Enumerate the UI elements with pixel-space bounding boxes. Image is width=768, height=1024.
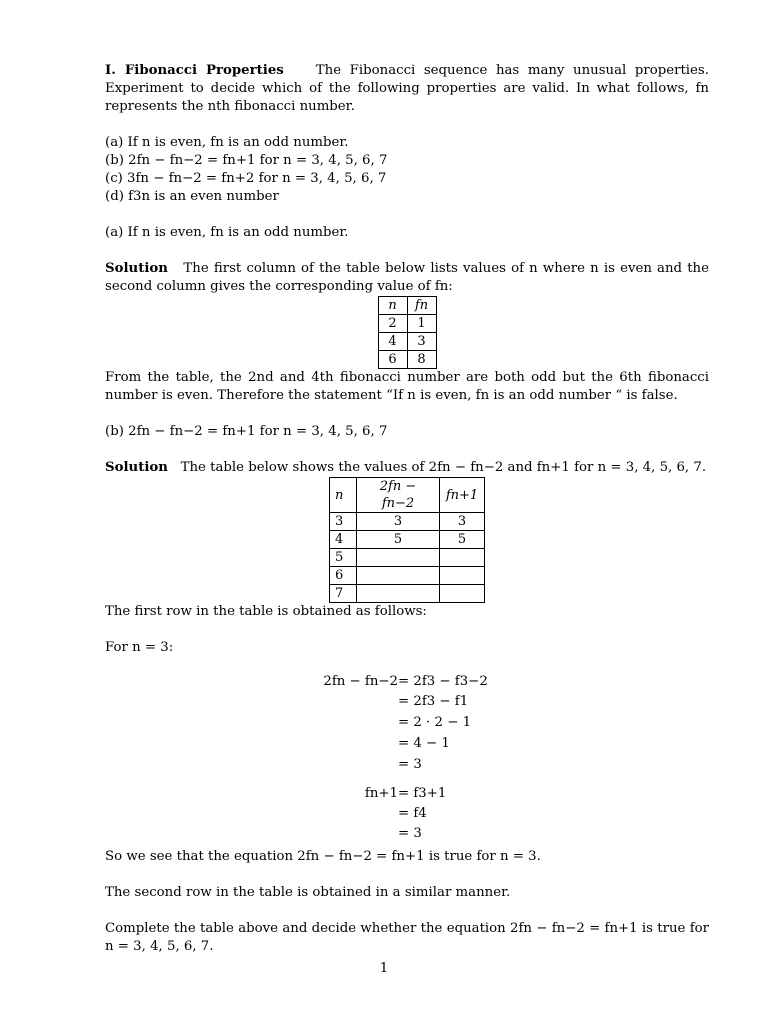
table-row xyxy=(378,351,436,369)
equation-lhs: fn+1 xyxy=(364,786,398,801)
property-a: (a) If n is even, fn is an odd number. xyxy=(105,135,349,150)
solution-label: Solution xyxy=(105,460,168,475)
part-a-restatement: (a) If n is even, fn is an odd number. xyxy=(105,225,349,240)
table-cell: 3 xyxy=(330,513,357,531)
table-cell xyxy=(440,549,485,567)
equation-step: = 4 − 1 xyxy=(398,736,450,751)
table-cell: 1 xyxy=(407,315,436,333)
property-d: (d) f3n is an even number xyxy=(105,189,279,204)
part-b-solution xyxy=(105,459,709,477)
table-cell xyxy=(357,585,440,603)
table-row xyxy=(330,549,485,567)
part-b-restatement: (b) 2fn − fn−2 = fn+1 for n = 3, 4, 5, 6, 7 xyxy=(105,424,388,439)
part-a-solution xyxy=(105,260,709,296)
derivation-block-2 xyxy=(105,785,709,843)
table-row xyxy=(330,513,485,531)
equation-step: = 3 xyxy=(398,757,422,772)
table-cell: 5 xyxy=(440,531,485,549)
table-cell: 4 xyxy=(330,531,357,549)
table-row xyxy=(378,315,436,333)
table-cell: 5 xyxy=(357,531,440,549)
table-cell xyxy=(440,567,485,585)
table-cell: 4 xyxy=(378,333,407,351)
equation-step: = 2f3 − f1 xyxy=(398,694,469,709)
table-row xyxy=(330,585,485,603)
table-header-row xyxy=(378,297,436,315)
recurrence-table xyxy=(329,477,485,603)
table-cell: 8 xyxy=(407,351,436,369)
intro-text: The Fibonacci sequence has many unusual properties. Experiment to decide which of the following properties are valid. In what follows, fn represents the nth fibonacci number. xyxy=(105,63,709,114)
document-page xyxy=(105,62,709,956)
section-title: I. Fibonacci Properties xyxy=(105,63,284,78)
solution-text: The table below shows the values of 2fn − fn−2 and fn+1 for n = 3, 4, 5, 6, 7. xyxy=(180,460,707,475)
equation-step: = f3+1 xyxy=(398,786,447,801)
table-header-cell: fn xyxy=(407,297,436,315)
equation-step: = 2f3 − f3−2 xyxy=(398,674,488,689)
table-cell xyxy=(440,585,485,603)
table-header-cell: n xyxy=(330,478,357,513)
table-cell xyxy=(357,567,440,585)
table-row xyxy=(378,333,436,351)
equation-step: = 3 xyxy=(398,826,422,841)
second-row-note: The second row in the table is obtained in a similar manner. xyxy=(105,885,511,900)
even-n-table xyxy=(378,296,437,369)
properties-list xyxy=(105,134,709,206)
table-cell: 6 xyxy=(330,567,357,585)
so-we-see-text: So we see that the equation 2fn − fn−2 = fn+1 is true for n = 3. xyxy=(105,849,541,864)
derivation-block-1 xyxy=(105,673,709,772)
page-number: 1 xyxy=(379,961,389,976)
property-c: (c) 3fn − fn−2 = fn+2 for n = 3, 4, 5, 6, 7 xyxy=(105,171,387,186)
table-header-row xyxy=(330,478,485,513)
table-header-cell: n xyxy=(378,297,407,315)
table-cell: 7 xyxy=(330,585,357,603)
solution-label: Solution xyxy=(105,261,168,276)
table-cell: 6 xyxy=(378,351,407,369)
table-header-cell: 2fn − fn−2 xyxy=(357,478,440,513)
table-cell xyxy=(357,549,440,567)
table-row xyxy=(330,531,485,549)
table-cell: 3 xyxy=(407,333,436,351)
intro-paragraph xyxy=(105,62,709,116)
table-header-cell: fn+1 xyxy=(440,478,485,513)
for-n-label: For n = 3: xyxy=(105,640,174,655)
equation-step: = f4 xyxy=(398,806,427,821)
table-cell: 3 xyxy=(357,513,440,531)
equation-step: = 2 · 2 − 1 xyxy=(398,715,472,730)
property-b: (b) 2fn − fn−2 = fn+1 for n = 3, 4, 5, 6, 7 xyxy=(105,153,388,168)
equation-lhs: 2fn − fn−2 xyxy=(323,674,398,689)
table-cell: 3 xyxy=(440,513,485,531)
table-cell: 5 xyxy=(330,549,357,567)
table-cell: 2 xyxy=(378,315,407,333)
part-a-conclusion: From the table, the 2nd and 4th fibonacci number are both odd but the 6th fibonacci number is even. Therefore the statement “If n is even, fn is an odd number “ is false. xyxy=(105,370,709,403)
complete-task-text: Complete the table above and decide whether the equation 2fn − fn−2 = fn+1 is true for n = 3, 4, 5, 6, 7. xyxy=(105,921,709,954)
table-row xyxy=(330,567,485,585)
first-row-note: The first row in the table is obtained as follows: xyxy=(105,604,427,619)
solution-text: The first column of the table below lists values of n where n is even and the second column gives the corresponding value of fn: xyxy=(105,261,709,294)
